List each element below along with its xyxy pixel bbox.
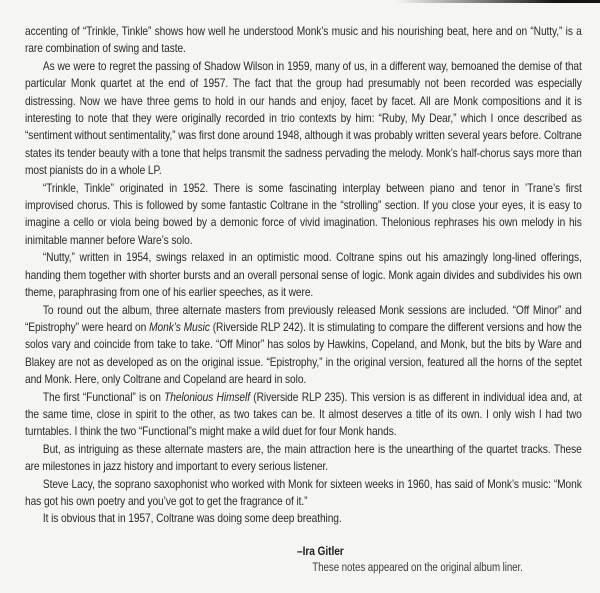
signature-note: These notes appeared on the original album liner.: [312, 562, 523, 575]
paragraph-9: [25, 510, 582, 527]
text-segment: “Trinkle, Tinkle” originated in 1952. There is some fascinating interplay between piano and tenor in ’Trane’s first improvised chorus. This is followed by some fantastic Coltrane in the “strolling” section. If you close your eyes, it is easy to imagine a cello or viola being bowed by a demonic force of vivid imagination. Thelonious rephrases his own melody in his inimitable manner before Ware’s solo.: [25, 180, 582, 247]
paragraph-4: [25, 249, 582, 301]
text-segment: But, as intriguing as these alternate masters are, the main attraction here is the unearthing of the quartet tracks. These are milestones in jazz history and important to every serious listener.: [25, 441, 582, 474]
album-title-italic: Thelonious Himself: [164, 389, 250, 404]
text-segment: “Nutty,” written in 1954, swings relaxed in an optimistic mood. Coltrane spins out his amazingly long-lined offerings, handing them together with shorter bursts and an overall personal sense of logic. Monk again divides and subdivides his own theme, paraphrasing from one of his earlier speeches, as it were.: [25, 250, 582, 300]
paragraph-1: [25, 23, 582, 58]
text-segment: accenting of “Trinkle, Tinkle” shows how well he understood Monk’s music and his nourishing beat, here and on “Nutty,” is a rare combination of swing and taste.: [25, 24, 582, 56]
signature-block: [25, 543, 582, 578]
paragraph-3: [25, 180, 582, 250]
text-segment: (Riverside RLP 235). This version is as different in individual idea and, at the same time, close in spirit to the other, as two takes can be. It almost deserves a title of its own. I only wish I had two turntables. I think the two “Functional”s might make a wild duet for four Monk hands.: [25, 389, 582, 439]
paragraph-6: [25, 389, 582, 441]
text-segment: It is obvious that in 1957, Coltrane was doing some deep breathing.: [42, 511, 342, 526]
album-title-italic: Monk’s Music: [149, 319, 210, 334]
paragraph-8: [25, 476, 582, 511]
paragraph-5: [25, 302, 582, 389]
text-segment: Steve Lacy, the soprano saxophonist who worked with Monk for sixteen weeks in 1960, has said of Monk’s music: “Monk has got his own poetry and you’ve got to get the fragrance of it.”: [25, 476, 582, 508]
author-signature: –Ira Gitler: [297, 543, 344, 558]
text-segment: To round out the album, three alternate masters from previously released Monk sessions are included. “Off Minor” and “Epistrophy” were heard on: [25, 302, 582, 334]
liner-notes-body: [25, 23, 582, 578]
scan-edge-artifact: [396, 0, 600, 3]
paragraph-7: [25, 441, 582, 476]
text-segment: The first “Functional” is on: [42, 389, 165, 404]
text-segment: (Riverside RLP 242). It is stimulating to compare the different versions and how the solos vary and coincide from take to take. “Off Minor” has solos by Hawkins, Copeland, and Monk, but the bits by Ware and Blakey are not as developed as on the original issue. “Epistrophy,” in the original version, featured all the horns of the septet and Monk. Here, only Coltrane and Copeland are heard in solo.: [25, 319, 582, 387]
liner-notes: [25, 23, 582, 578]
paragraph-2: [25, 58, 582, 180]
text-segment: As we were to regret the passing of Shadow Wilson in 1959, many of us, in a different way, bemoaned the demise of that particular Monk quartet at the end of 1957. The fact that the group had presumably not been recorded was especially distressing. Now we have three gems to hold in our hands and enjoy, facet by facet. All are Monk compositions and it is interesting to note that they were originally recorded in trio contexts by him: “Ruby, My Dear,” which I once described as “sentiment without sentimentality,” was first done around 1948, although it was probably written several years before. Coltrane states its tender beauty with a tone that helps transmit the sadness pervading the melody. Monk’s half-chorus says more than most pianists do in a whole LP.: [25, 58, 582, 178]
